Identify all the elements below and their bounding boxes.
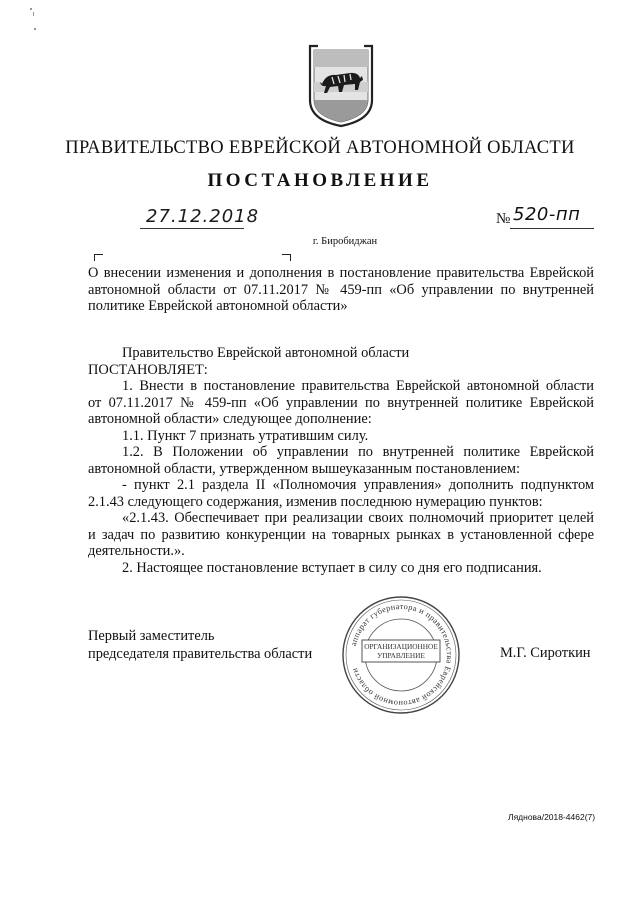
quote-line: деятельности.».: [88, 543, 185, 559]
paragraph-1-1: 1.1. Пункт 7 признать утратившим силу.: [122, 427, 369, 444]
paragraph-2: 2. Настоящее постановление вступает в силу со дня его подписания.: [122, 559, 542, 576]
paragraph-1-line: 1. Внести в постановление правительства Еврейской автономной области: [122, 378, 594, 394]
position-line-2: председателя правительства области: [88, 646, 313, 662]
signatory-position: [88, 627, 312, 663]
city-name: г. Биробиджан: [312, 236, 378, 247]
seal-outer-text: аппарат губернатора и правительства Еврейской автономной области: [348, 601, 455, 709]
document-number: 520-пп: [513, 204, 581, 225]
footer-reference-code: Ляднова/2018-4462(7): [508, 812, 596, 822]
document-subject: [88, 265, 594, 315]
coat-of-arms-emblem: [306, 42, 376, 128]
number-sign: №: [496, 211, 511, 227]
item-line: - пункт 2.1 раздела II «Полномочия управления» дополнить подпунктом: [122, 477, 594, 493]
subject-line: О внесении изменения и дополнения в постановление правительства Еврейской: [88, 265, 594, 281]
subject-line: политике Еврейской автономной области»: [88, 298, 348, 314]
signatory-name: М.Г. Сироткин: [500, 645, 591, 661]
government-title: ПРАВИТЕЛЬСТВО ЕВРЕЙСКОЙ АВТОНОМНОЙ ОБЛАСТИ: [65, 138, 575, 158]
item-line: 2.1.43 следующего содержания, изменив последнюю нумерацию пунктов:: [88, 493, 543, 510]
quote-line: и задач по развитию конкуренции на товарных рынках в установленной сфере: [88, 526, 594, 543]
subject-corner-right: [282, 254, 291, 261]
seal-inner-line-1: ОРГАНИЗАЦИОННОЕ: [364, 642, 438, 651]
paragraph-1-2-line: 1.2. В Положении об управлении по внутренней политике Еврейской: [122, 444, 594, 460]
document-body: [88, 345, 594, 576]
paragraph-1-2-line: автономной области, утвержденном вышеуказанным постановлением:: [88, 460, 521, 477]
official-seal-stamp: [338, 592, 464, 718]
resolves-line: ПОСТАНОВЛЯЕТ:: [88, 361, 208, 378]
number-underline: [510, 228, 594, 229]
paragraph-1-line: автономной области» следующее дополнение:: [88, 411, 372, 427]
seal-inner-line-2: УПРАВЛЕНИЕ: [377, 651, 425, 660]
intro-line: Правительство Еврейской автономной области: [122, 345, 410, 361]
position-line-1: Первый заместитель: [88, 628, 215, 644]
paragraph-1-line: от 07.11.2017 № 459-пп «Об управлении по внутренней политике Еврейской: [88, 394, 594, 411]
subject-corner-left: [94, 254, 103, 261]
document-type-heading: ПОСТАНОВЛЕНИЕ: [207, 170, 433, 191]
quote-line: «2.1.43. Обеспечивает при реализации своих полномочий приоритет целей: [122, 510, 594, 526]
document-date: 27.12.2018: [146, 206, 260, 227]
date-underline: [140, 228, 244, 229]
subject-line: автономной области от 07.11.2017 № 459-пп «Об управлении по внутренней: [88, 281, 594, 298]
